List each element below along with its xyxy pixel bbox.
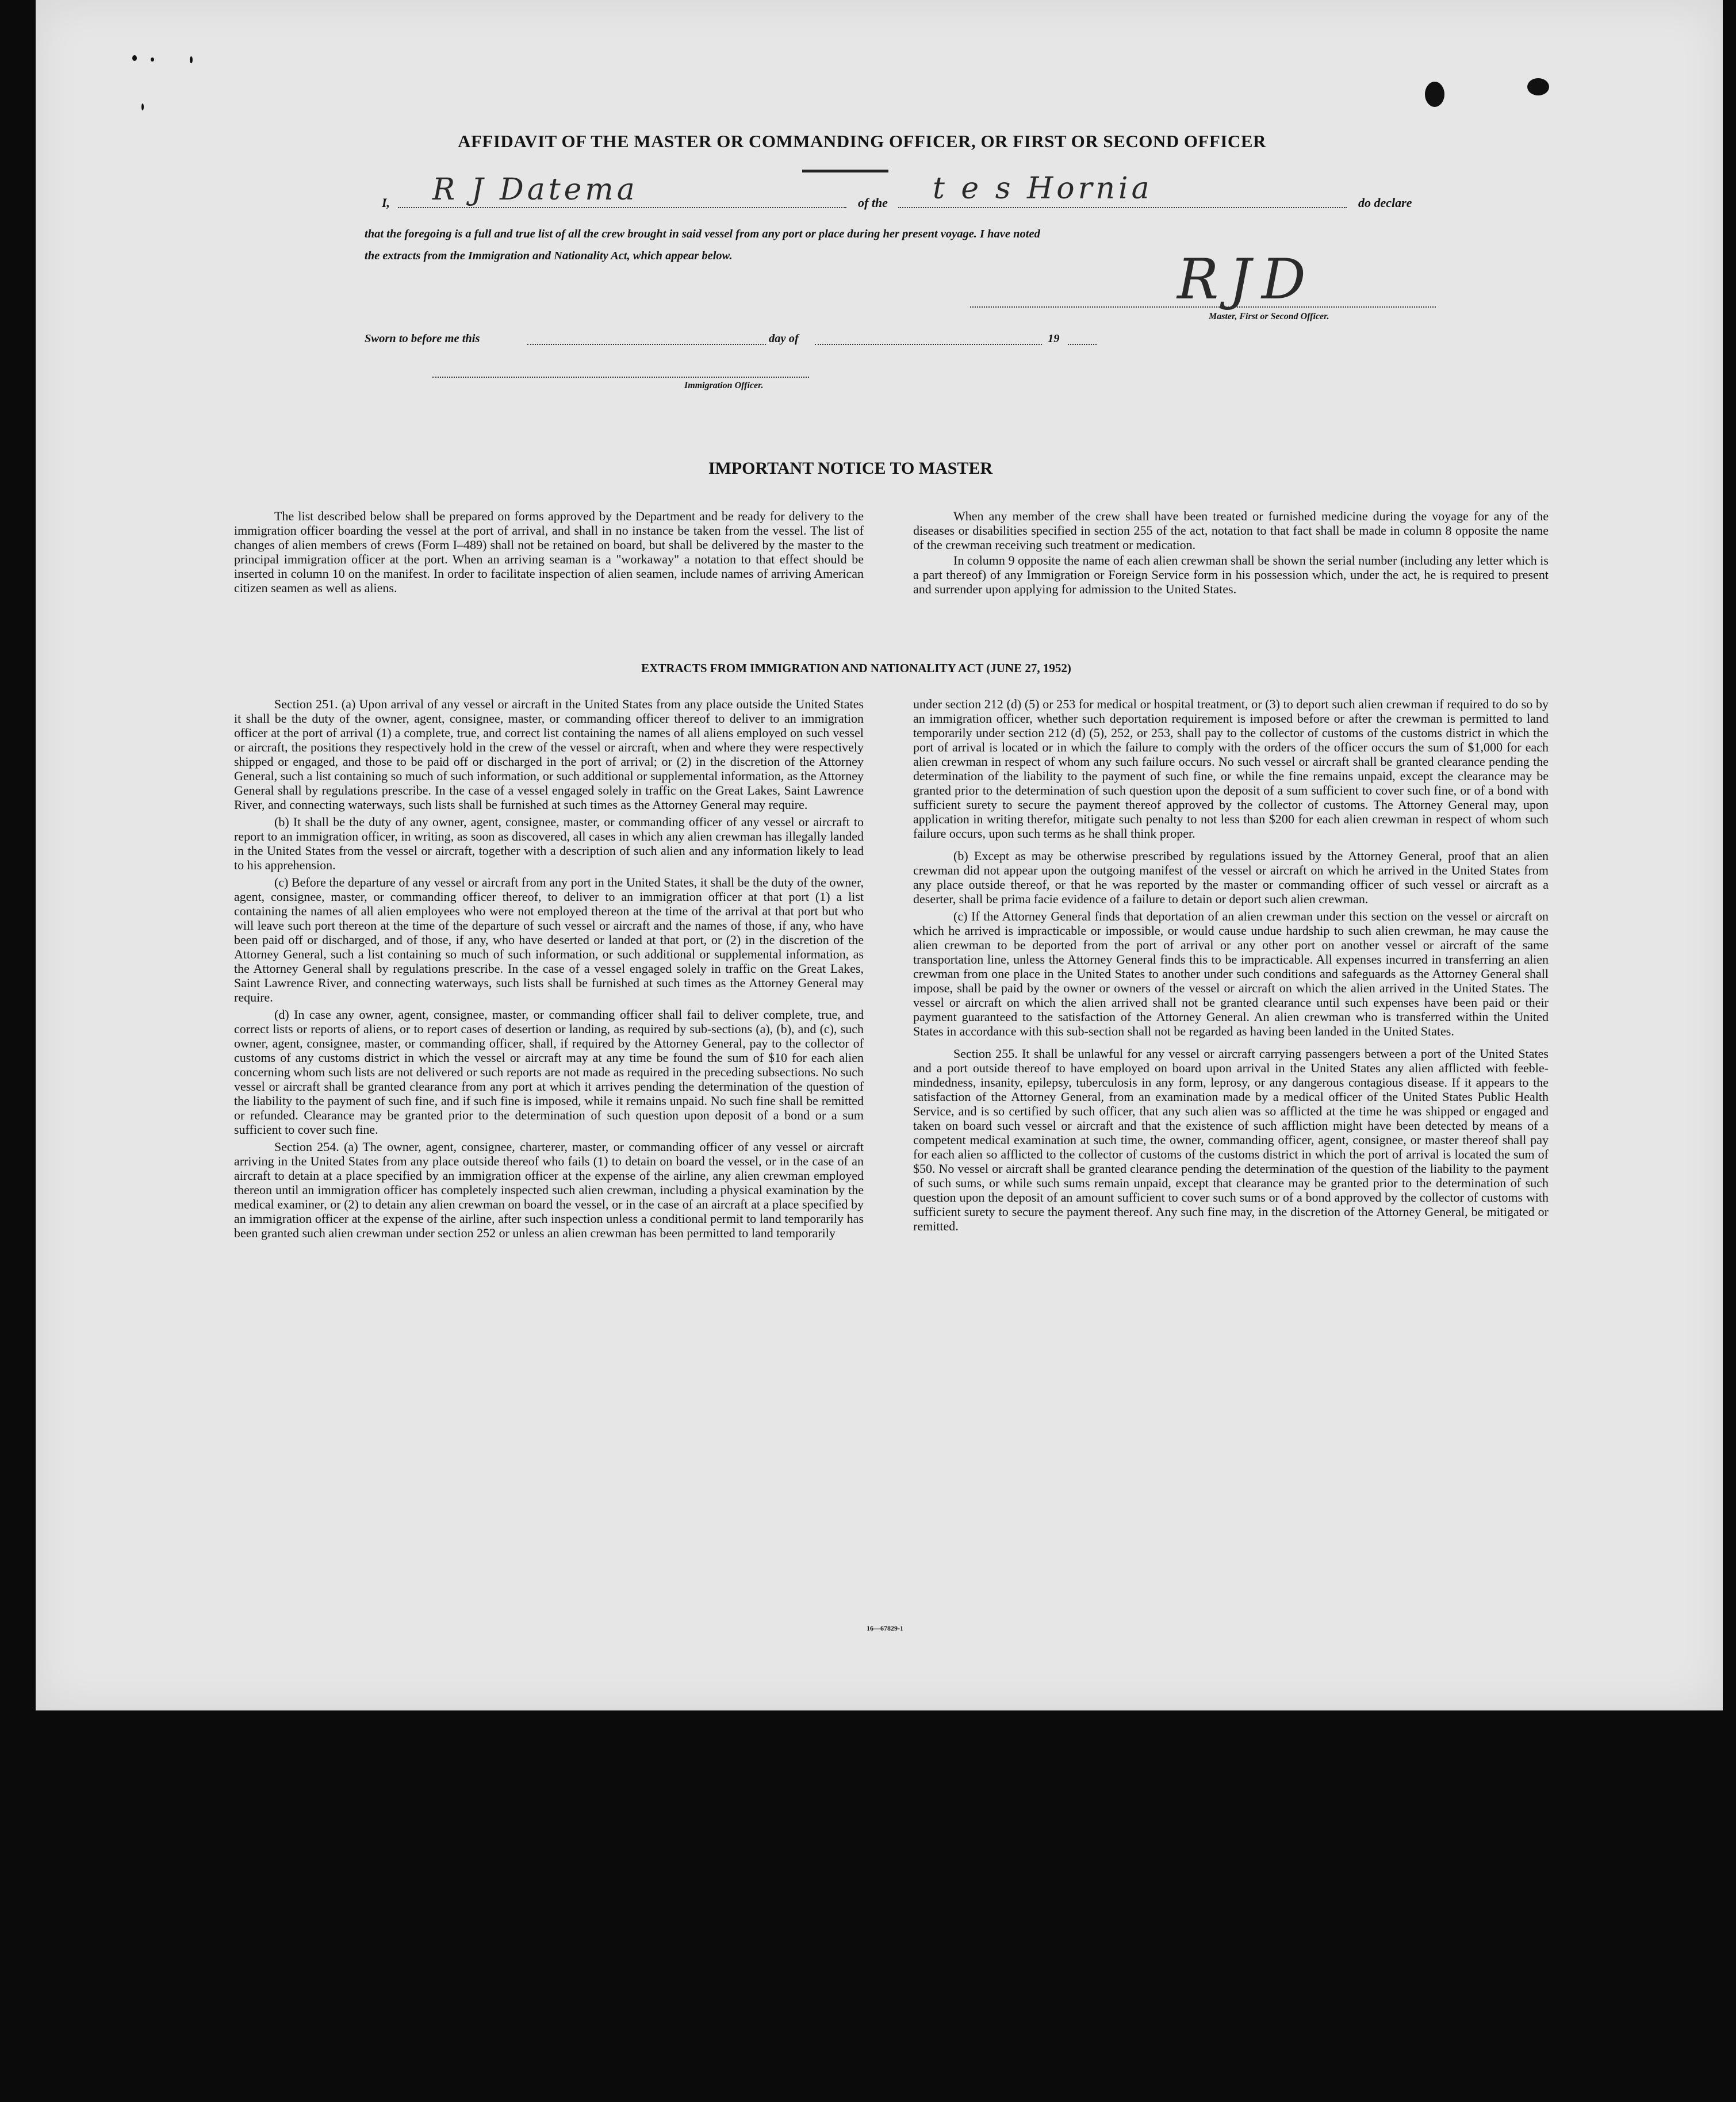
sworn-label: Sworn to before me this [365,332,480,345]
form-number: 16—67829-1 [867,1624,903,1632]
extract-paragraph: Section 251. (a) Upon arrival of any vessel or aircraft in the United States from any place outside the United States it shall be the duty of the owner, agent, consignee, master, or commanding officer thereof to deliver to an immigration officer at the port of arrival (1) a complete, true, and correct list containing the names of all aliens employed on such vessel or aircraft, the positions they respectively hold in the crew of the vessel or aircraft, when and where they were respectively shipped or engaged, and those to be paid off or discharged in the port of arrival; or (2) in the discretion of the Attorney General, such a list containing so much of such information, or such additional or supplemental information, as the Attorney General shall by regulations prescribe. In the case of a vessel engaged solely in traffic on the Great Lakes, Saint Lawrence River, and connecting waterways, such lists shall be furnished at such times as the Attorney General may require. [234,697,864,812]
sworn-date-line [527,344,766,345]
master-name-handwritten: R J Datema [432,172,638,207]
extracts-right-column [913,697,1549,1233]
scan-speck [190,56,193,63]
punch-mark-right [1527,78,1549,95]
signature-handwritten: RJD [1177,247,1316,312]
do-declare-label: do declare [1358,195,1412,210]
document-page [36,0,1723,1710]
extracts-left-column [234,697,864,1240]
notice-right-paragraph: In column 9 opposite the name of each alien crewman shall be shown the serial number (including any letter which is a part thereof) of any Immigration or Foreign Service form in his possession which, under the act, he is required to present and surrender upon applying for admission to the United States. [913,553,1549,596]
notice-right-column [913,509,1549,596]
extract-paragraph: under section 212 (d) (5) or 253 for medical or hospital treatment, or (3) to deport such alien crewman if required to do so by an immigration officer, whether such deportation requirement is imposed before or after the crewman is permitted to land temporarily under section 212 (d) (5), 252, or 253, shall pay to the collector of customs of the customs district in which the port of arrival is located or in which the failure to comply with the orders of the officer occurs the sum of $1,000 for each alien crewman in respect of whom any such failure occurs. No such vessel or aircraft shall be granted clearance pending the determination of the liability to the payment of such fine, or while the fine remains unpaid, except the clearance may be granted prior to the determination of such question upon the deposit of a sum sufficient to cover such fine, or of a bond with sufficient surety to secure the payment thereof approved by the collector of customs. The Attorney General may, upon application in writing therefor, mitigate such penalty to not less than $200 for each alien crewman in respect of whom such failure occurs, upon such terms as he shall think proper. [913,697,1549,841]
notice-right-paragraph: When any member of the crew shall have been treated or furnished medicine during the voyage for any of the diseases or disabilities specified in section 255 of the act, notation to that fact shall be made in column 8 opposite the name of the crewman receiving such treatment or medication. [913,509,1549,552]
notice-title: IMPORTANT NOTICE TO MASTER [708,459,993,478]
extract-paragraph: (b) Except as may be otherwise prescribed by regulations issued by the Attorney General, proof that an alien crewman did not appear upon the outgoing manifest of the vessel or aircraft on which he arrived in the United States from any place outside thereof, or that he was reported by the master or commanding officer of such vessel or aircraft as a deserter, shall be prima facie evidence of a failure to detain or deport such alien crewman. [913,849,1549,906]
extract-paragraph: Section 255. It shall be unlawful for any vessel or aircraft carrying passengers between a port of the United States and a port outside thereof to have employed on board upon arrival in the United States any alien afflicted with feeble-mindedness, insanity, epilepsy, tuberculosis in any form, leprosy, or any dangerous contagious disease. If it appears to the satisfaction of the Attorney General, from an examination made by a medical officer of the United States Public Health Service, and is so certified by such officer, that any such alien was so afflicted at the time he was shipped or engaged and taken on board such vessel or aircraft and that the existence of such affliction might have been detected by means of a competent medical examination at such time, the owner, commanding officer, agent, consignee, or master thereof shall pay for each alien so afflicted to the collector of customs of the customs district in which the port of arrival is located the sum of $50. No vessel or aircraft shall be granted clearance pending the determination of the question of the liability to the payment of such sums, or while such sums remain unpaid, except that clearance may be granted prior to the determination of such question upon the deposit of an amount sufficient to cover such sums or of a bond approved by the collector of customs with sufficient surety to secure the payment thereof. Any such fine may, in the discretion of the Attorney General, be mitigated or remitted. [913,1046,1549,1233]
scan-speck [141,103,144,110]
year-label: 19 [1048,332,1060,345]
scan-speck [151,57,154,62]
extract-paragraph: (c) Before the departure of any vessel or aircraft from any port in the United States, it shall be the duty of the owner, agent, consignee, master, or commanding officer thereof, to deliver to an immigration officer at that port (1) a list containing the names of all alien employees who were not employed thereon at the time of the arrival at that port but who will leave such port thereon at the time of the departure of such vessel or aircraft and the names of those, if any, who have been paid off or discharged, and of those, if any, who have deserted or landed at that port, or (2) in the discretion of the Attorney General, such a list containing so much of such information, or such additional or supplemental information, as the Attorney General shall by regulations prescribe. In the case of a vessel engaged solely in traffic on the Great Lakes, Saint Lawrence River, and connecting waterways, such lists shall be furnished at such times as the Attorney General may require. [234,875,864,1004]
title-underline [802,170,888,172]
extract-paragraph: Section 254. (a) The owner, agent, consignee, charterer, master, or commanding officer of any vessel or aircraft arriving in the United States from any place outside thereof who fails (1) to detain on board the vessel, or in the case of an aircraft to detain at a place specified by an immigration officer at the expense of the airline, any alien crewman employed thereon until an immigration officer has completely inspected such alien crewman, including a physical examination by the medical examiner, or (2) to detain any alien crewman on board the vessel, or in the case of an aircraft at a place specified by an immigration officer at the expense of the airline, after such inspection unless a conditional permit to land temporarily has been granted such alien crewman under section 252 or unless an alien crewman has been permitted to land temporarily [234,1140,864,1240]
of-the-label: of the [858,195,888,210]
extract-paragraph: (d) In case any owner, agent, consignee, master, or commanding officer shall fail to deliver complete, true, and correct lists or reports of aliens, or to report cases of desertion or landing, as required by sub-sections (a), (b), and (c), such owner, agent, consignee, master, or commanding officer, shall, if required by the Attorney General, pay to the collector of customs of any customs district in which the vessel or aircraft may at any time be found the sum of $10 for each alien concerning whom such lists are not delivered or such reports are not made as required in the preceding subsections. No such vessel or aircraft shall be granted clearance from any port at which it arrives pending the determination of the question of the liability to the payment of such fine, and if such fine is imposed, while it remains unpaid. No such fine shall be remitted or refunded. Clearance may be granted prior to the determination of such question upon deposit of a bond or a sum sufficient to cover such fine. [234,1007,864,1137]
name-field-line [398,207,846,208]
signature-line [970,306,1436,308]
i-label: I, [382,195,390,210]
notice-left-column [234,509,864,595]
year-line [1068,344,1097,345]
master-caption: Master, First or Second Officer. [1209,312,1329,321]
affidavit-title: AFFIDAVIT OF THE MASTER OR COMMANDING OFFICER, OR FIRST OR SECOND OFFICER [458,131,1266,151]
officer-signature-line [432,377,809,378]
officer-caption: Immigration Officer. [684,381,764,390]
day-of-label: day of [769,332,799,345]
extract-paragraph: (b) It shall be the duty of any owner, agent, consignee, master, or commanding officer of any vessel or aircraft to report to an immigration officer, in writing, as soon as discovered, all cases in which any alien crewman has illegally landed in the United States from the vessel or aircraft, together with a description of such alien and any information likely to lead to his apprehension. [234,815,864,872]
declaration-line-3: the extracts from the Immigration and Nationality Act, which appear below. [365,250,733,262]
vessel-field-line [898,207,1347,208]
notice-left-paragraph: The list described below shall be prepared on forms approved by the Department and be ready for delivery to the immigration officer boarding the vessel at the port of arrival, and shall in no instance be taken from the vessel. The list of changes of alien members of crews (Form I–489) shall not be retained on board, but shall be delivered by the master to the principal immigration officer at the port. When an arriving seaman is a "workaway" a notation to that effect should be inserted in column 10 on the manifest. In order to facilitate inspection of alien seamen, include names of arriving American citizen seamen as well as aliens. [234,509,864,595]
declaration-line-2: that the foregoing is a full and true list of all the crew brought in said vessel from any port or place during her present voyage. I have noted [365,228,1040,240]
vessel-name-handwritten: t e s Hornia [933,171,1153,206]
punch-mark-left [1425,82,1444,107]
month-line [815,344,1042,345]
extract-paragraph: (c) If the Attorney General finds that deportation of an alien crewman under this section on the vessel or aircraft on which he arrived is impracticable or impossible, or would cause undue hardship to such alien crewman, he may cause the alien crewman to be deported from the port of arrival or any other port on another vessel or aircraft of the same transportation line, unless the Attorney General finds this to be impracticable. All expenses incurred in transferring an alien crewman from one place in the United States to another under such conditions and safeguards as the Attorney General shall impose, shall be paid by the owner or owners of the vessel or aircraft on which the alien arrived in the United States. The vessel or aircraft on which the alien arrived shall not be granted clearance until such expenses have been paid or their payment guaranteed to the satisfaction of the Attorney General. An alien crewman who is transferred within the United States in accordance with this sub-section shall not be regarded as having been landed in the United States. [913,909,1549,1038]
scan-speck [132,55,137,61]
extracts-title: EXTRACTS FROM IMMIGRATION AND NATIONALITY ACT (JUNE 27, 1952) [641,661,1071,675]
